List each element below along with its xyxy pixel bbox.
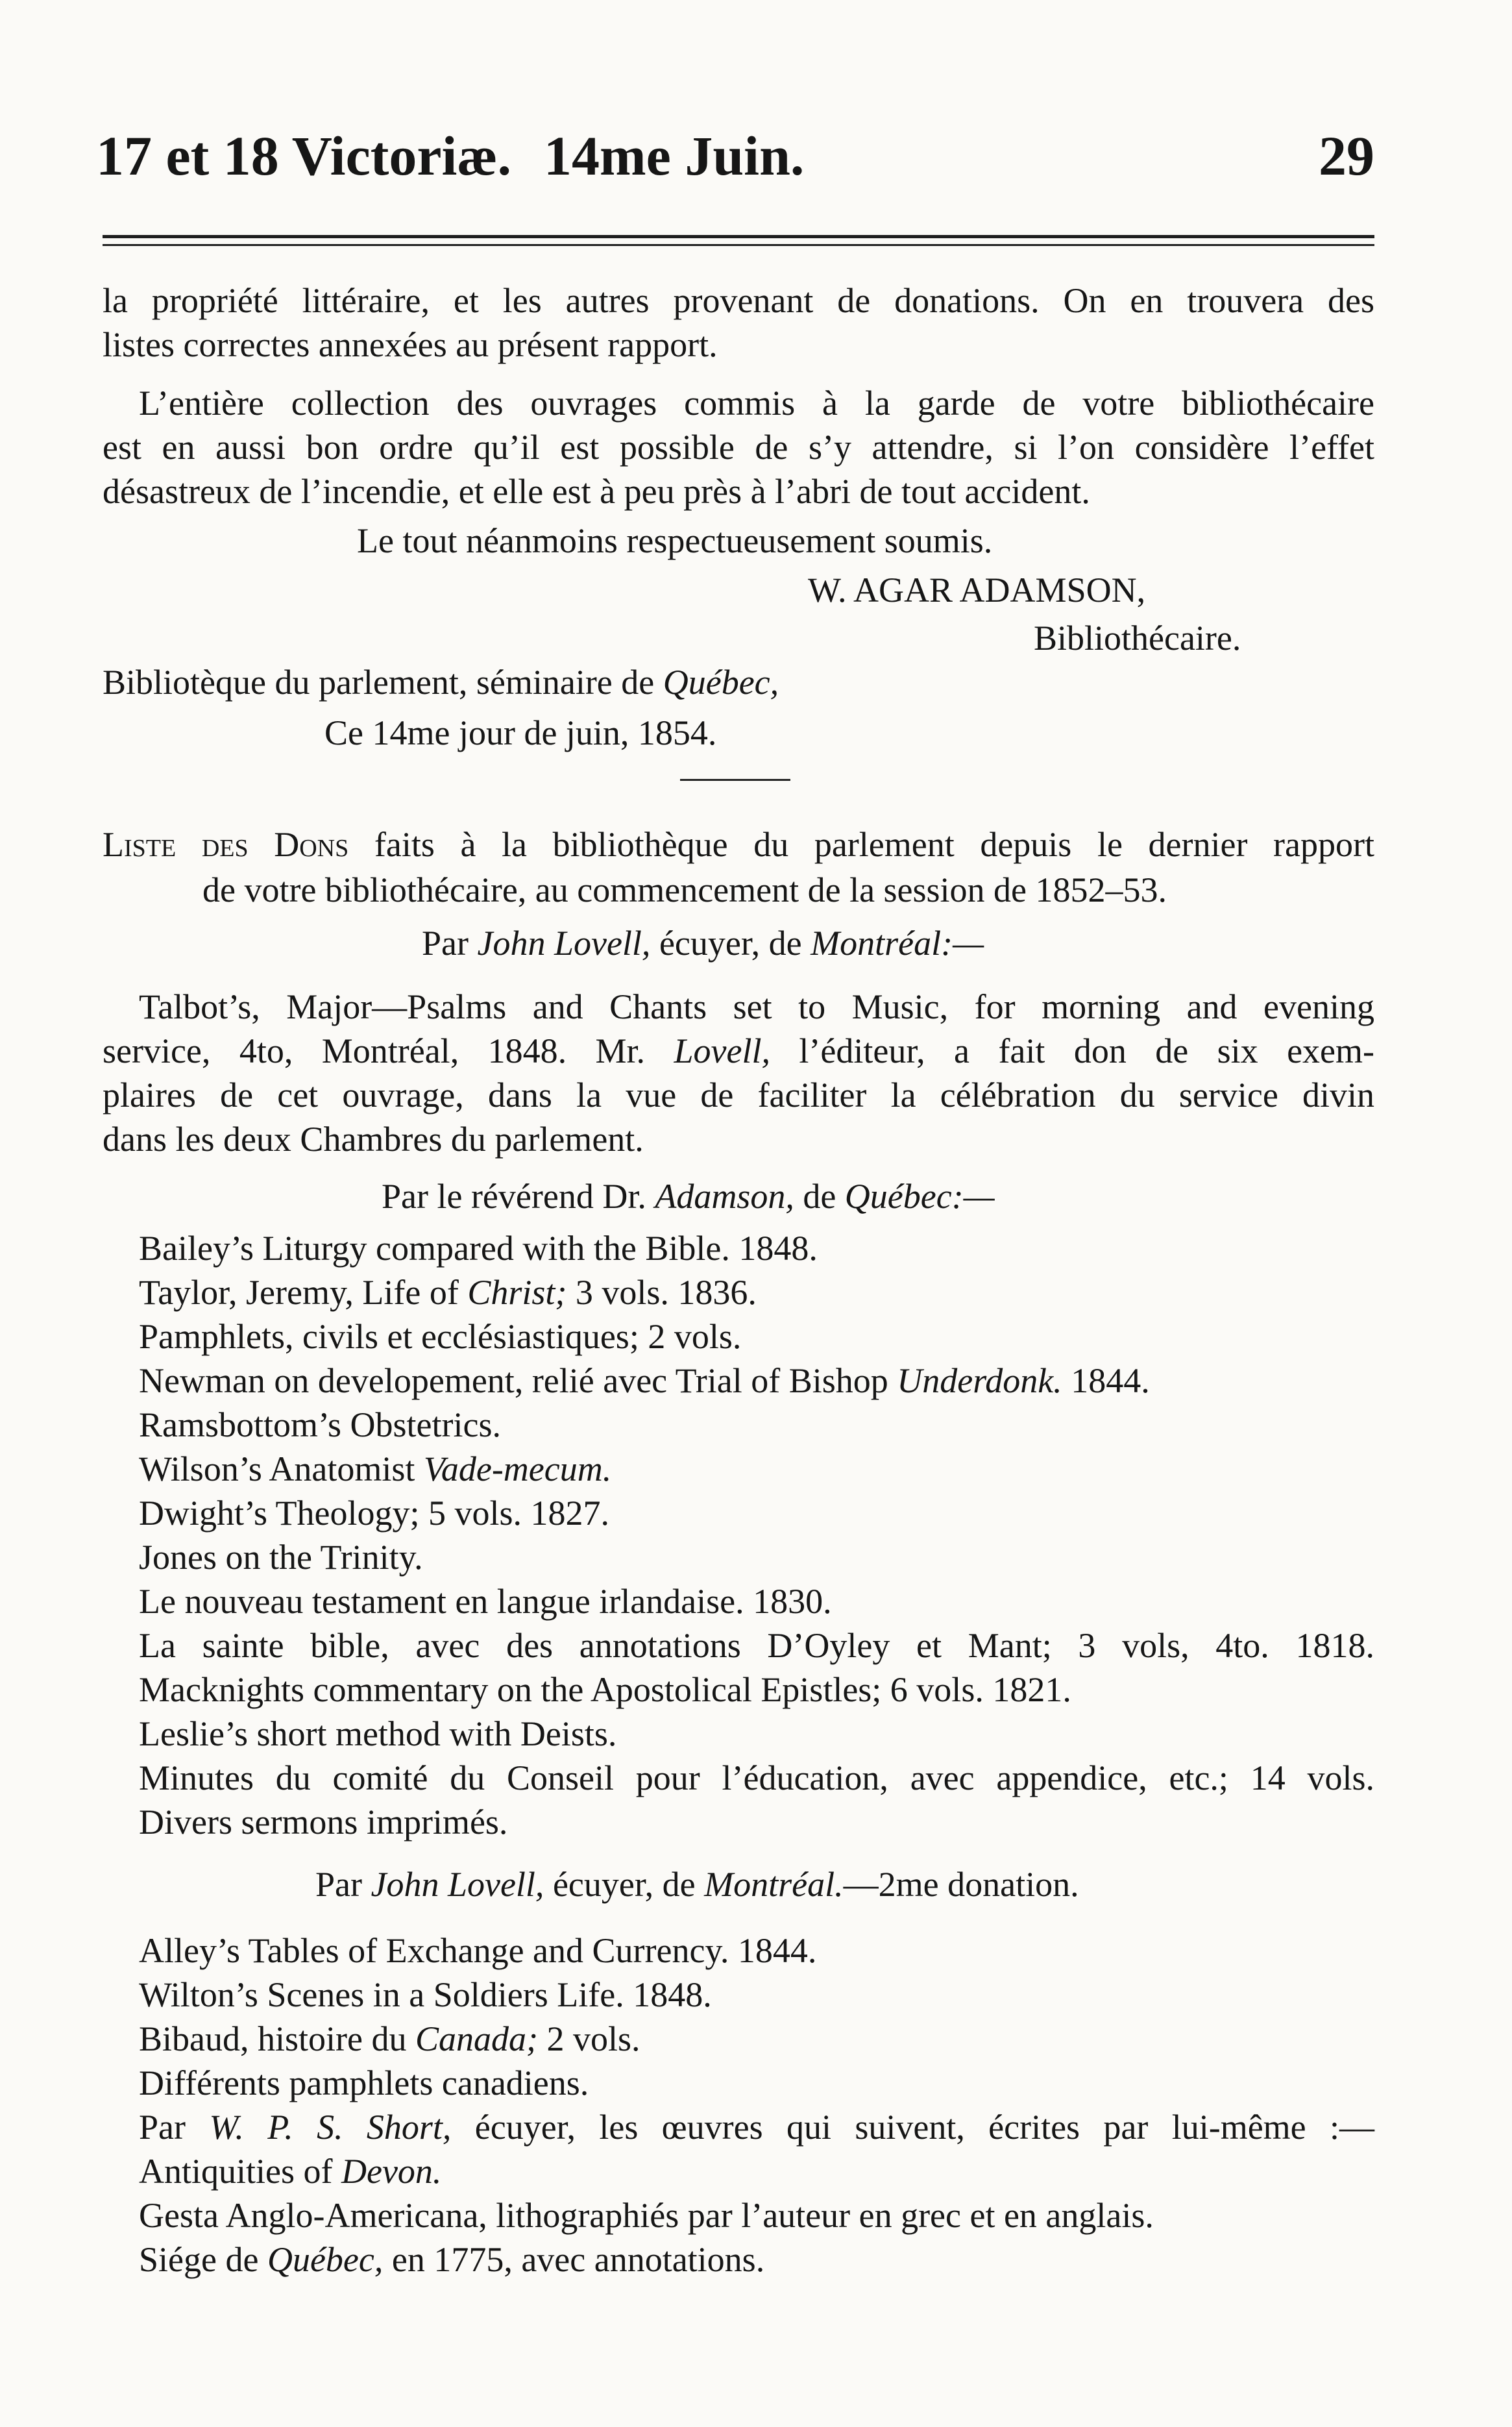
list-item [139, 2238, 764, 2281]
list-item: Pamphlets, civils et ecclésiastiques; 2 vols. [139, 1317, 742, 1356]
header-title [96, 123, 817, 188]
donor3-city: Montréal. [704, 1865, 844, 1904]
donor1-mid: écuyer, de [650, 924, 811, 963]
donor1-lovell: Lovell, [674, 1031, 770, 1070]
report-p2-line1: L’entière collection des ouvrages commis à la garde de votre bibliothécaire [139, 384, 1374, 423]
item-text: Taylor, Jeremy, Life of [139, 1273, 468, 1312]
donor2-heading [382, 1175, 995, 1218]
list-item: Wilton’s Scenes in a Soldiers Life. 1848. [139, 1975, 712, 2014]
item-italic: Christ; [467, 1273, 567, 1312]
list-item [139, 2017, 640, 2060]
report-p2-line2: est en aussi bon ordre qu’il est possible de s’y attendre, si l’on considère l’effet [103, 428, 1374, 467]
place-city: Québec, [663, 663, 779, 702]
item-text: 1844. [1062, 1361, 1150, 1400]
item-text: 3 vols. 1836. [567, 1273, 757, 1312]
list-item [139, 1271, 757, 1314]
list-heading-line1 [103, 823, 1374, 866]
report-p1-line2: listes correctes annexées au présent rapport. [103, 325, 718, 364]
list-heading-rest: faits à la bibliothèque du parlement depuis le dernier rapport [348, 825, 1374, 864]
donor2-mid: de [794, 1177, 845, 1216]
donor3-name: John Lovell, [371, 1865, 544, 1904]
donor4-name: W. P. S. Short, [209, 2108, 452, 2147]
list-item: Ramsbottom’s Obstetrics. [139, 1405, 501, 1444]
donor1-heading [422, 922, 984, 965]
item-text: Antiquities of [139, 2152, 341, 2191]
list-heading-line2: de votre bibliothécaire, au commencement de la session de 1852–53. [202, 870, 1167, 909]
donor2-name: Adamson, [655, 1177, 794, 1216]
donor3-suffix: —2me donation. [843, 1865, 1079, 1904]
donor3-prefix: Par [315, 1865, 371, 1904]
report-p2-line3: désastreux de l’incendie, et elle est à peu près à l’abri de tout accident. [103, 472, 1090, 511]
header-session: 17 et 18 Victoriæ. [96, 125, 512, 187]
signature-title: Bibliothécaire. [1034, 619, 1241, 658]
donor4-heading [139, 2106, 1374, 2149]
list-item: Alley’s Tables of Exchange and Currency. 1844. [139, 1931, 817, 1970]
list-item: Le nouveau testament en langue irlandaise. 1830. [139, 1582, 832, 1621]
list-item [139, 1448, 611, 1490]
list-item [139, 1359, 1150, 1402]
item-text: 2 vols. [537, 2019, 640, 2058]
item-italic: Vade-mecum. [423, 1449, 612, 1488]
header-date: 14me Juin. [544, 125, 805, 187]
report-place [103, 661, 779, 704]
donor3-heading [315, 1863, 1079, 1906]
list-item: Divers sermons imprimés. [139, 1803, 508, 1842]
list-heading-smallcaps: Liste des Dons [103, 825, 349, 864]
signature-name: W. AGAR ADAMSON, [808, 571, 1146, 610]
donor1-prefix: Par [422, 924, 478, 963]
list-item: Différents pamphlets canadiens. [139, 2064, 589, 2102]
list-item: Dwight’s Theology; 5 vols. 1827. [139, 1494, 610, 1533]
report-date: Ce 14me jour de juin, 1854. [324, 713, 717, 752]
running-header [96, 123, 1374, 195]
report-closing: Le tout néanmoins respectueusement soumis. [357, 521, 993, 560]
item-italic: Canada; [415, 2019, 538, 2058]
donor4-prefix: Par [139, 2108, 210, 2147]
list-item: La sainte bible, avec des annotations D’Oyley et Mant; 3 vols, 4to. 1818. [139, 1626, 1374, 1665]
item-text: Wilson’s Anatomist [139, 1449, 424, 1488]
item-italic: Underdonk. [897, 1361, 1062, 1400]
list-item: Bailey’s Liturgy compared with the Bible. 1848. [139, 1229, 818, 1268]
item-text: Bibaud, histoire du [139, 2019, 415, 2058]
header-rule-thin [103, 244, 1374, 246]
report-p1-line1: la propriété littéraire, et les autres provenant de donations. On en trouvera des [103, 281, 1374, 320]
donor1-name: John Lovell, [477, 924, 651, 963]
donor1-city: Montréal:— [811, 924, 984, 963]
donor2-city: Québec:— [844, 1177, 995, 1216]
donor1-text-line2a: service, 4to, Montréal, 1848. Mr. [103, 1031, 674, 1070]
donor1-text-line2b: l’éditeur, a fait don de six exem- [770, 1031, 1374, 1070]
section-divider [680, 779, 790, 781]
list-item: Gesta Anglo-Americana, lithographiés par l’auteur en grec et en anglais. [139, 2196, 1154, 2235]
list-item: Leslie’s short method with Deists. [139, 1714, 617, 1753]
item-italic: Devon. [341, 2152, 442, 2191]
donor1-text-line2 [103, 1029, 1374, 1072]
item-text: en 1775, avec annotations. [383, 2240, 765, 2279]
list-item: Minutes du comité du Conseil pour l’éducation, avec appendice, etc.; 14 vols. [139, 1758, 1374, 1797]
donor1-text-line3: plaires de cet ouvrage, dans la vue de faciliter la célébration du service divin [103, 1076, 1374, 1115]
item-italic: Québec, [267, 2240, 384, 2279]
item-text: Siége de [139, 2240, 267, 2279]
header-rule-thick [103, 235, 1374, 238]
place-prefix: Bibliotèque du parlement, séminaire de [103, 663, 663, 702]
list-item [139, 2150, 441, 2193]
donor1-text-line4: dans les deux Chambres du parlement. [103, 1120, 644, 1159]
page-number: 29 [1319, 125, 1374, 187]
donor4-rest: écuyer, les œuvres qui suivent, écrites par lui-même :— [451, 2108, 1374, 2147]
donor1-text-line1: Talbot’s, Major—Psalms and Chants set to Music, for morning and evening [139, 987, 1374, 1026]
list-item: Macknights commentary on the Apostolical Epistles; 6 vols. 1821. [139, 1670, 1071, 1709]
list-item: Jones on the Trinity. [139, 1538, 423, 1577]
item-text: Newman on developement, relié avec Trial of Bishop [139, 1361, 897, 1400]
donor3-mid: écuyer, de [544, 1865, 705, 1904]
donor2-prefix: Par le révérend Dr. [382, 1177, 655, 1216]
